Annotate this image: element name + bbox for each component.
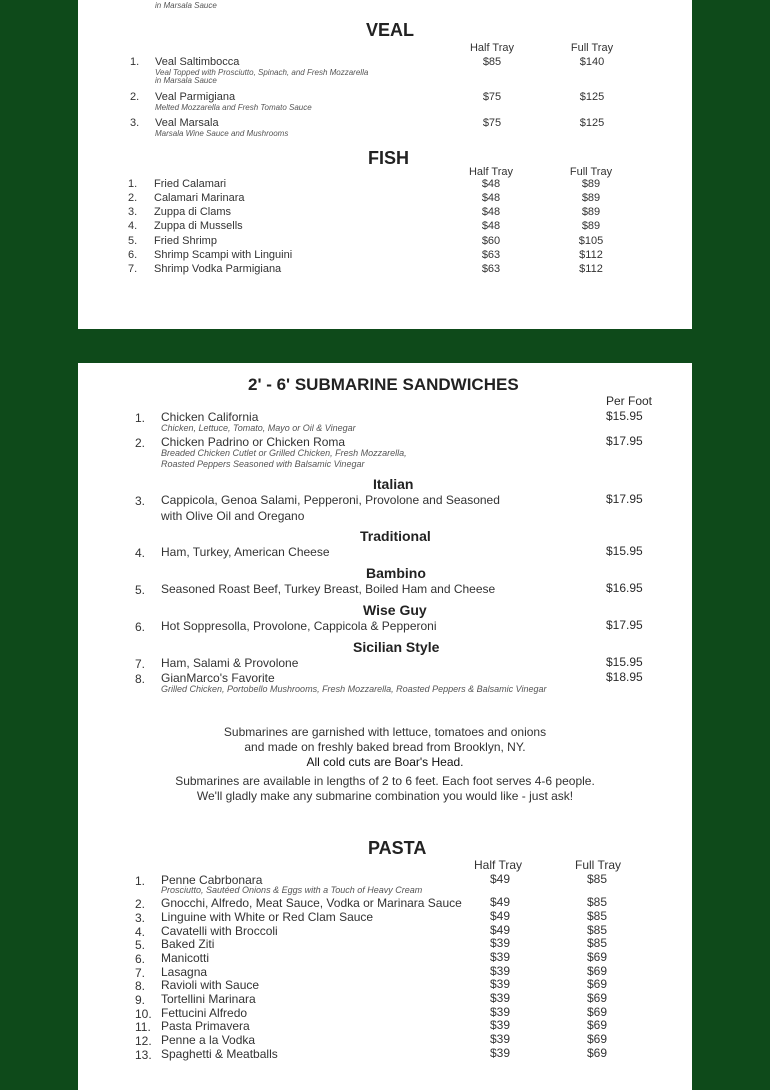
fish-item-full-price: $89: [581, 220, 601, 232]
pasta-item-full-price: $69: [586, 1046, 608, 1060]
veal-item-half-price: $75: [482, 117, 502, 129]
sub-item-price: $16.95: [606, 581, 643, 595]
menu-page-top: [78, 0, 692, 329]
sub-item-name: Ham, Turkey, American Cheese: [161, 545, 330, 559]
pasta-item-number: 10.: [135, 1007, 152, 1021]
pasta-item-half-price: $49: [489, 895, 511, 909]
sub-item-number: 5.: [135, 583, 146, 597]
fish-item-half-price: $48: [481, 206, 501, 218]
sub-item-price: $17.95: [606, 492, 643, 506]
sub-item-price: $17.95: [606, 434, 643, 448]
pasta-item-number: 9.: [135, 993, 146, 1007]
fish-item-half-price: $63: [481, 263, 501, 275]
pasta-item-name: Linguine with White or Red Clam Sauce: [161, 910, 374, 924]
pasta-item-number: 12.: [135, 1034, 152, 1048]
pasta-item-full-price: $85: [586, 895, 608, 909]
pasta-item-name: Spaghetti & Meatballs: [161, 1047, 278, 1061]
pasta-item-half-price: $49: [489, 909, 511, 923]
veal-item-full-price: $125: [579, 91, 605, 103]
pasta-item-half-price: $39: [489, 1032, 511, 1046]
pasta-item-number: 11.: [135, 1020, 151, 1034]
sub-item-name: GianMarco's Favorite: [161, 671, 275, 685]
pasta-item-name: Lasagna: [161, 965, 208, 979]
veal-item-full-price: $125: [579, 117, 605, 129]
sub-item-name: Chicken California: [161, 410, 259, 424]
fish-item-full-price: $112: [579, 263, 603, 275]
pasta-item-full-price: $69: [586, 991, 608, 1005]
pasta-item-full-price: $69: [586, 1005, 608, 1019]
veal-item-description: in Marsala Sauce: [155, 76, 217, 85]
pasta-item-name: Manicotti: [161, 951, 210, 965]
veal-item-name: Veal Marsala: [155, 117, 219, 129]
pasta-item-name: Pasta Primavera: [161, 1019, 250, 1033]
veal-item-half-price: $85: [482, 56, 502, 68]
pasta-item-name: Cavatelli with Broccoli: [161, 924, 278, 938]
fish-item-number: 7.: [128, 263, 138, 275]
fish-item-number: 2.: [128, 192, 138, 204]
pasta-item-full-price: $85: [586, 936, 608, 950]
veal-section-title: VEAL: [366, 20, 415, 40]
veal-item-number: 1.: [130, 56, 140, 68]
fish-item-name: Calamari Marinara: [154, 192, 245, 204]
fish-item-number: 4.: [128, 220, 138, 232]
submarine-note-line: Submarines are available in lengths of 2 to 6 feet. Each foot serves 4-6 people.: [175, 774, 595, 788]
sub-item-number: 2.: [135, 436, 146, 450]
submarine-note-boars-head: All cold cuts are Boar's Head.: [306, 755, 464, 769]
fish-item-number: 3.: [128, 206, 138, 218]
veal-item-number: 3.: [130, 117, 140, 129]
sub-item-number: 3.: [135, 494, 146, 508]
sub-item-number: 6.: [135, 620, 146, 634]
pasta-item-name: Gnocchi, Alfredo, Meat Sauce, Vodka or Marinara Sauce: [161, 896, 462, 910]
fish-item-full-price: $89: [581, 178, 601, 190]
sub-item-name: Cappicola, Genoa Salami, Pepperoni, Provolone and Seasoned: [161, 493, 500, 507]
sub-item-description: Roasted Peppers Seasoned with Balsamic Vinegar: [161, 459, 365, 469]
sub-item-price: $15.95: [606, 544, 643, 558]
pasta-full-tray-header: Full Tray: [574, 858, 621, 872]
pasta-item-number: 13.: [135, 1048, 152, 1062]
pasta-item-number: 3.: [135, 911, 146, 925]
sub-item-number: 7.: [135, 657, 146, 671]
pasta-item-full-price: $69: [586, 1032, 608, 1046]
pasta-item-half-price: $49: [489, 872, 511, 886]
sub-item-name: Chicken Padrino or Chicken Roma: [161, 435, 346, 449]
fish-item-full-price: $112: [579, 249, 603, 261]
fish-item-name: Fried Calamari: [154, 178, 227, 190]
sub-item-number: 8.: [135, 672, 146, 686]
pasta-item-full-price: $69: [586, 1018, 608, 1032]
pasta-item-number: 2.: [135, 897, 146, 911]
pasta-item-number: 4.: [135, 925, 146, 939]
top-fragment-text: in Marsala Sauce: [155, 1, 217, 10]
fish-item-half-price: $63: [481, 249, 501, 261]
fish-item-half-price: $48: [481, 178, 501, 190]
sub-group-heading: Wise Guy: [363, 602, 427, 618]
fish-item-half-price: $48: [481, 220, 501, 232]
fish-half-tray-header: Half Tray: [468, 166, 513, 178]
pasta-item-half-price: $39: [489, 936, 511, 950]
per-foot-header: Per Foot: [606, 394, 653, 408]
sub-item-price: $18.95: [606, 670, 643, 684]
pasta-item-full-price: $85: [586, 923, 608, 937]
pasta-item-number: 5.: [135, 938, 146, 952]
pasta-item-number: 6.: [135, 952, 146, 966]
submarine-note-line: Submarines are garnished with lettuce, tomatoes and onions: [223, 725, 547, 739]
veal-item-description: Marsala Wine Sauce and Mushrooms: [155, 129, 289, 138]
veal-item-name: Veal Saltimbocca: [155, 56, 240, 68]
fish-item-number: 1.: [128, 178, 138, 190]
veal-item-description: Veal Topped with Prosciutto, Spinach, and Fresh Mozzarella: [155, 68, 369, 77]
sub-item-number: 4.: [135, 546, 146, 560]
veal-item-half-price: $75: [482, 91, 502, 103]
submarine-note-line: We'll gladly make any submarine combination you would like - just ask!: [196, 789, 574, 803]
pasta-item-half-price: $49: [489, 923, 511, 937]
veal-full-tray-header: Full Tray: [570, 42, 614, 54]
sub-item-name-continued: with Olive Oil and Oregano: [161, 509, 305, 523]
sub-item-description: Breaded Chicken Cutlet or Grilled Chicken, Fresh Mozzarella,: [161, 448, 407, 458]
fish-item-half-price: $48: [481, 192, 501, 204]
pasta-item-full-price: $85: [586, 872, 608, 886]
sub-item-description: Grilled Chicken, Portobello Mushrooms, Fresh Mozzarella, Roasted Peppers & Balsamic Vinegar: [161, 684, 547, 694]
veal-item-description: Melted Mozzarella and Fresh Tomato Sauce: [155, 103, 312, 112]
pasta-item-half-price: $39: [489, 964, 511, 978]
pasta-section-title: PASTA: [368, 838, 427, 858]
fish-item-name: Shrimp Vodka Parmigiana: [154, 263, 282, 275]
fish-item-number: 6.: [128, 249, 138, 261]
sub-item-name: Hot Soppresolla, Provolone, Cappicola & Pepperoni: [161, 619, 437, 633]
menu-page-bottom: [78, 363, 692, 1090]
sub-item-price: $17.95: [606, 618, 643, 632]
fish-item-name: Zuppa di Mussells: [154, 220, 243, 232]
sub-group-heading: Bambino: [366, 565, 426, 581]
fish-item-full-price: $89: [581, 206, 601, 218]
pasta-item-half-price: $39: [489, 1046, 511, 1060]
veal-item-name: Veal Parmigiana: [155, 91, 236, 103]
fish-item-name: Fried Shrimp: [154, 235, 217, 247]
submarine-section-title: 2' - 6' SUBMARINE SANDWICHES: [248, 375, 519, 394]
sub-group-heading: Traditional: [360, 528, 431, 544]
fish-item-name: Shrimp Scampi with Linguini: [154, 249, 293, 261]
pasta-item-half-price: $39: [489, 977, 511, 991]
pasta-item-full-price: $69: [586, 964, 608, 978]
fish-item-full-price: $105: [578, 235, 604, 247]
pasta-item-name: Fettucini Alfredo: [161, 1006, 248, 1020]
sub-item-price: $15.95: [606, 409, 643, 423]
sub-item-name: Ham, Salami & Provolone: [161, 656, 299, 670]
pasta-item-name: Penne a la Vodka: [161, 1033, 256, 1047]
veal-half-tray-header: Half Tray: [469, 42, 514, 54]
fish-item-number: 5.: [128, 235, 138, 247]
fish-item-full-price: $89: [581, 192, 601, 204]
pasta-item-number: 8.: [135, 979, 146, 993]
pasta-item-number: 7.: [135, 966, 146, 980]
pasta-item-description: Prosciutto, Sautéed Onions & Eggs with a Touch of Heavy Cream: [161, 885, 423, 895]
sub-item-price: $15.95: [606, 655, 643, 669]
pasta-item-name: Tortellini Marinara: [161, 992, 256, 1006]
fish-full-tray-header: Full Tray: [569, 166, 613, 178]
pasta-item-number: 1.: [135, 874, 146, 888]
pasta-item-half-price: $39: [489, 991, 511, 1005]
pasta-item-full-price: $69: [586, 977, 608, 991]
fish-section-title: FISH: [368, 148, 410, 168]
fish-item-half-price: $60: [481, 235, 501, 247]
sub-item-name: Seasoned Roast Beef, Turkey Breast, Boiled Ham and Cheese: [161, 582, 496, 596]
veal-item-number: 2.: [130, 91, 140, 103]
sub-group-heading: Italian: [373, 476, 414, 492]
sub-item-number: 1.: [135, 411, 146, 425]
fish-item-name: Zuppa di Clams: [154, 206, 232, 218]
pasta-item-name: Ravioli with Sauce: [161, 978, 260, 992]
sub-group-heading: Sicilian Style: [353, 639, 440, 655]
pasta-item-half-price: $39: [489, 950, 511, 964]
pasta-half-tray-header: Half Tray: [473, 858, 522, 872]
pasta-item-half-price: $39: [489, 1005, 511, 1019]
veal-item-full-price: $140: [579, 56, 605, 68]
pasta-item-name: Baked Ziti: [161, 937, 215, 951]
pasta-item-full-price: $69: [586, 950, 608, 964]
submarine-note-line: and made on freshly baked bread from Brooklyn, NY.: [244, 740, 526, 754]
pasta-item-half-price: $39: [489, 1018, 511, 1032]
pasta-item-full-price: $85: [586, 909, 608, 923]
sub-item-description: Chicken, Lettuce, Tomato, Mayo or Oil & Vinegar: [161, 423, 356, 433]
pasta-item-name: Penne Cabrbonara: [161, 873, 263, 887]
